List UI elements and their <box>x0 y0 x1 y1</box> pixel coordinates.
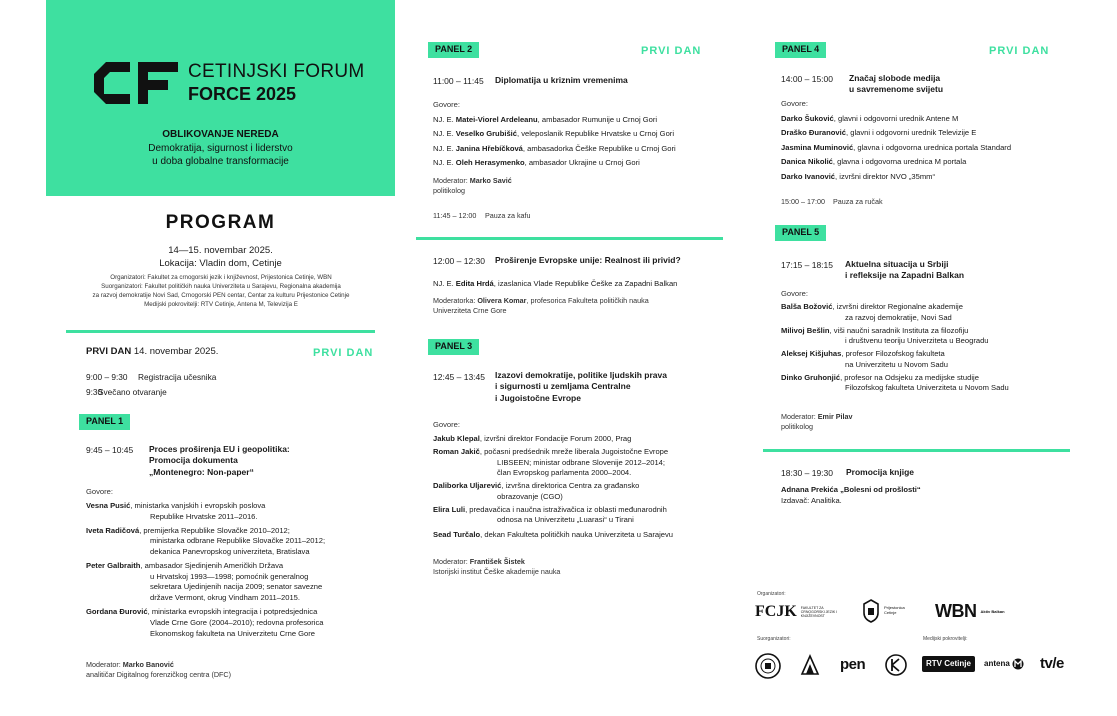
academy-logo-icon <box>798 652 822 678</box>
panel-time: 17:15 – 18:15 <box>781 260 833 270</box>
speaker: NJ. E. Edita Hrdá, izaslanica Vlade Republike Češke za Zapadni Balkan <box>433 279 678 288</box>
panel-time: 9:45 – 10:45 <box>86 445 134 455</box>
antena-m-logo: antena <box>984 656 1024 672</box>
speaker: Darko Ivanović, izvršni direktor NVO „35mm“ <box>781 171 936 181</box>
speakers-label: Govore: <box>781 289 809 298</box>
speakers-label: Govore: <box>781 99 809 108</box>
panel-tag: PANEL 4 <box>775 42 826 58</box>
speaker: Balša Božović, izvršni direktor Regionalne akademije <box>781 302 963 311</box>
panel-time: 14:00 – 15:00 <box>781 74 833 84</box>
day-label: PRVI DAN <box>989 45 1050 57</box>
organizers-line: Organizatori: Fakultet za crnogorski jezik i književnost, Prijestonica Cetinje, WBN <box>110 274 332 281</box>
day-label: PRVI DAN <box>641 45 702 57</box>
day-heading: PRVI DAN 14. novembar 2025. <box>86 346 219 357</box>
speaker-list: Vesna Pusić, ministarka vanjskih i evropskih poslova Republike Hrvatske 2011–2016. Iveta Radičová, premijerka Republike Slovačke 2010–2012; ministarka odbrane Republike Slovačke 2011–2012; dekanica Panevropskog univerziteta, Bratislava Peter Galbraith, ambasador Sjedinjenih Američkih Država u Hrvatskoj 1993—1998; pomoćnik generalnog sekretara Ujedinjenih nacija 2009; senator savezne države Vermont, okrug Vindham 2011–2015. Gordana Đurović, ministarka evropskih integracija i potpredsjednica Vlade Crne Gore (2004–2010); redovna profesorica Ekonomskog fakulteta na Univerzitetu Crne Gore <box>86 501 386 639</box>
schedule-item: 9:00 – 9:30 Registracija učesnika <box>86 372 217 382</box>
speaker: Dinko Gruhonjić, profesor na Odsjeku za medijske studije <box>781 372 979 382</box>
panel-tag: PANEL 3 <box>428 339 479 355</box>
speaker: Gordana Đurović, ministarka evropskih integracija i potpredsjednica <box>86 607 318 617</box>
media-line: Medijski pokrovitelji: RTV Cetinje, Antena M, Televizija E <box>144 300 298 308</box>
speaker: Sead Turčalo, dekan Fakulteta političkih nauka Univerziteta u Sarajevu <box>433 530 674 540</box>
organizers-label: Organizatori: <box>757 591 786 597</box>
panel-title: Izazovi demokratije, politike ljudskih prava i sigurnosti u zemljama Centralne i Jugoistočne Evrope <box>495 370 667 403</box>
speaker: Peter Galbraith, ambasador Sjedinjenih Američkih Država <box>86 560 284 570</box>
co-organizers-line: Suorganizatori: Fakultet političkih nauka Univerziteta u Sarajevu, Regionalna akademija <box>101 282 341 290</box>
speaker-list: Jakub Klepal, izvršni direktor Fondacije Forum 2000, Prag Roman Jakič, počasni predśednik mreže liberala Jugoistočne Evrope LIBSEEN; ministar odbrane Slovenije 2012–2014; član Evropskog parlamenta 2000–2004. Daliborka Uljarević, izvršna direktorica Centra za građansko obrazovanje (CGO) Elira Luli, predavačica i naučna istraživačica iz oblasti međunarodnih odnosa na Univerzitetu „Luarasi“ u Tirani Sead Turčalo, dekan Fakulteta političkih nauka Univerziteta u Sarajevu <box>433 434 733 541</box>
antena-m-icon <box>1012 658 1024 670</box>
wbn-logo: WBN Aktiv Balkan <box>935 601 1005 622</box>
session-time: 12:00 – 12:30 <box>433 256 485 266</box>
subtitle-line: u doba globalne transformacije <box>152 156 289 167</box>
speaker: Milivoj Bešlin, viši naučni saradnik Instituta za filozofiju <box>781 325 969 335</box>
subtitle-bold: OBLIKOVANJE NEREDA <box>162 129 279 140</box>
speaker: NJ. E. Oleh Herasymenko, ambasador Ukrajine u Crnoj Gori <box>433 158 640 168</box>
speaker: Danica Nikolić, glavna i odgovorna urednica M portala <box>781 157 967 167</box>
speaker-list <box>781 112 1011 184</box>
program-date-location <box>46 245 395 271</box>
moderator: Moderator: Emir Pilav politikolog <box>781 412 853 432</box>
panel-title: Značaj slobode medija u savremenome svijetu <box>849 73 944 95</box>
panel-tag: PANEL 2 <box>428 42 479 58</box>
program-organizers <box>66 274 376 310</box>
tve-logo: tv/e <box>1040 655 1064 673</box>
day-label: PRVI DAN <box>313 347 374 359</box>
speaker: Aleksej Kišjuhas, profesor Filozofskog fakulteta <box>781 349 945 359</box>
speaker: Elira Luli, predavačica i naučna istraživačica iz oblasti međunarodnih <box>433 504 667 514</box>
co-organizers-label: Suorganizatori: <box>757 636 791 642</box>
divider <box>66 330 375 333</box>
speaker: Draško Đuranović, glavni i odgovorni urednik Televizije E <box>781 128 977 138</box>
subtitle-line: Demokratija, sigurnost i liderstvo <box>148 142 293 154</box>
rtv-cetinje-logo: RTV Cetinje <box>922 656 975 672</box>
co-organizers-line: za razvoj demokratije Novi Sad, Crnogorski PEN centar, Centar za kulturu Prijestonice Cetinje <box>92 291 350 299</box>
program-location: Lokacija: Vladin dom, Cetinje <box>159 257 282 269</box>
speaker: Iveta Radičová, premijerka Republike Slovačke 2010–2012; <box>86 525 290 535</box>
speakers-label: Govore: <box>433 100 461 109</box>
divider <box>763 449 1070 452</box>
break-item: 15:00 – 17:00 Pauza za ručak <box>781 197 883 206</box>
moderator: Moderator: Marko Savić politikolog <box>433 176 512 196</box>
book-title: Promocija knjige <box>846 467 915 477</box>
session-title: Proširenje Evropske unije: Realnost ili privid? <box>495 255 681 265</box>
speaker: Jasmina Muminović, glavna i odgovorna urednica portala Standard <box>781 142 1012 152</box>
program-title: PROGRAM <box>165 212 276 233</box>
university-seal-icon <box>755 653 781 679</box>
media-sponsors-label: Medijski pokrovitelji: <box>923 636 968 642</box>
book-details: Adnana Prekića „Bolesni od prošlosti“ Izdavač: Analitika. <box>781 485 921 505</box>
speakers-label: Govore: <box>86 487 114 496</box>
panel-tag: PANEL 5 <box>775 225 826 241</box>
speaker: Vesna Pusić, ministarka vanjskih i evropskih poslova <box>86 501 266 510</box>
break-item: 11:45 – 12:00 Pauza za kafu <box>433 211 531 220</box>
panel-title: Aktuelna situacija u Srbiji i refleksije na Zapadni Balkan <box>845 259 965 281</box>
speaker: NJ. E. Janina Hřebíčková, ambasadorka Češke Republike u Crnoj Gori <box>433 143 676 153</box>
panel-title: Diplomatija u kriznim vremenima <box>495 75 628 85</box>
forum-name: CETINJSKI FORUM <box>188 61 365 82</box>
pen-logo: pen <box>840 656 866 674</box>
hero-subtitle <box>46 128 395 169</box>
speaker-list <box>433 113 676 171</box>
cetinje-crest-icon <box>862 599 880 623</box>
speaker: Daliborka Uljarević, izvršna direktorica Centra za građansko <box>433 481 640 491</box>
moderator: Moderator: Marko Banović analitičar Digitalnog forenzičkog centra (DFC) <box>86 660 232 680</box>
speaker: NJ. E. Veselko Grubišić, veleposlanik Republike Hrvatske u Crnoj Gori <box>433 129 675 139</box>
schedule-item: 9:30Svečano otvaranje <box>86 387 167 397</box>
fcjk-logo: FCJK FAKULTET ZA CRNOGORSKI JEZIK I KNJIŽEVNOST <box>755 603 838 621</box>
moderator: Moderator: František Šistek Istorijski institut Češke akademije nauka <box>433 557 561 577</box>
speaker-list: Balša Božović, izvršni direktor Regionalne akademije za razvoj demokratije, Novi Sad Milivoj Bešlin, viši naučni saradnik Instituta za filozofiju i društvenu teoriju Univerziteta u Beogradu Aleksej Kišjuhas, profesor Filozofskog fakulteta na Univerzitetu u Novom Sadu Dinko Gruhonjić, profesor na Odsjeku za medijske studije Filozofskog fakulteta Univerziteta u Novom Sadu <box>781 302 1081 394</box>
cetinje-logo: Prijestonica Cetinje <box>862 599 908 623</box>
panel-title: Proces proširenja EU i geopolitika: Promocija dokumenta „Montenegro: Non-paper“ <box>149 444 290 477</box>
speakers-label: Govore: <box>433 420 461 429</box>
culture-center-logo-icon <box>884 653 908 679</box>
moderator: Moderatorka: Olivera Komar, profesorica Fakulteta političkih nauka Univerziteta Crne Gore <box>433 296 649 316</box>
cf-logo-icon <box>92 60 180 106</box>
book-time: 18:30 – 19:30 <box>781 468 833 478</box>
speaker: NJ. E. Matei-Viorel Ardeleanu, ambasador Rumunije u Crnoj Gori <box>433 115 658 124</box>
speaker: Roman Jakič, počasni predśednik mreže liberala Jugoistočne Evrope <box>433 446 669 456</box>
speaker: Darko Šuković, glavni i odgovorni urednik Antene M <box>781 114 959 123</box>
divider <box>416 237 723 240</box>
panel-time: 11:00 – 11:45 <box>433 76 484 86</box>
speaker: Jakub Klepal, izvršni direktor Fondacije Forum 2000, Prag <box>433 434 632 443</box>
program-date: 14—15. novembar 2025. <box>168 245 273 256</box>
panel-tag: PANEL 1 <box>79 414 130 430</box>
forum-force: FORCE 2025 <box>188 84 297 104</box>
panel-time: 12:45 – 13:45 <box>433 372 485 382</box>
